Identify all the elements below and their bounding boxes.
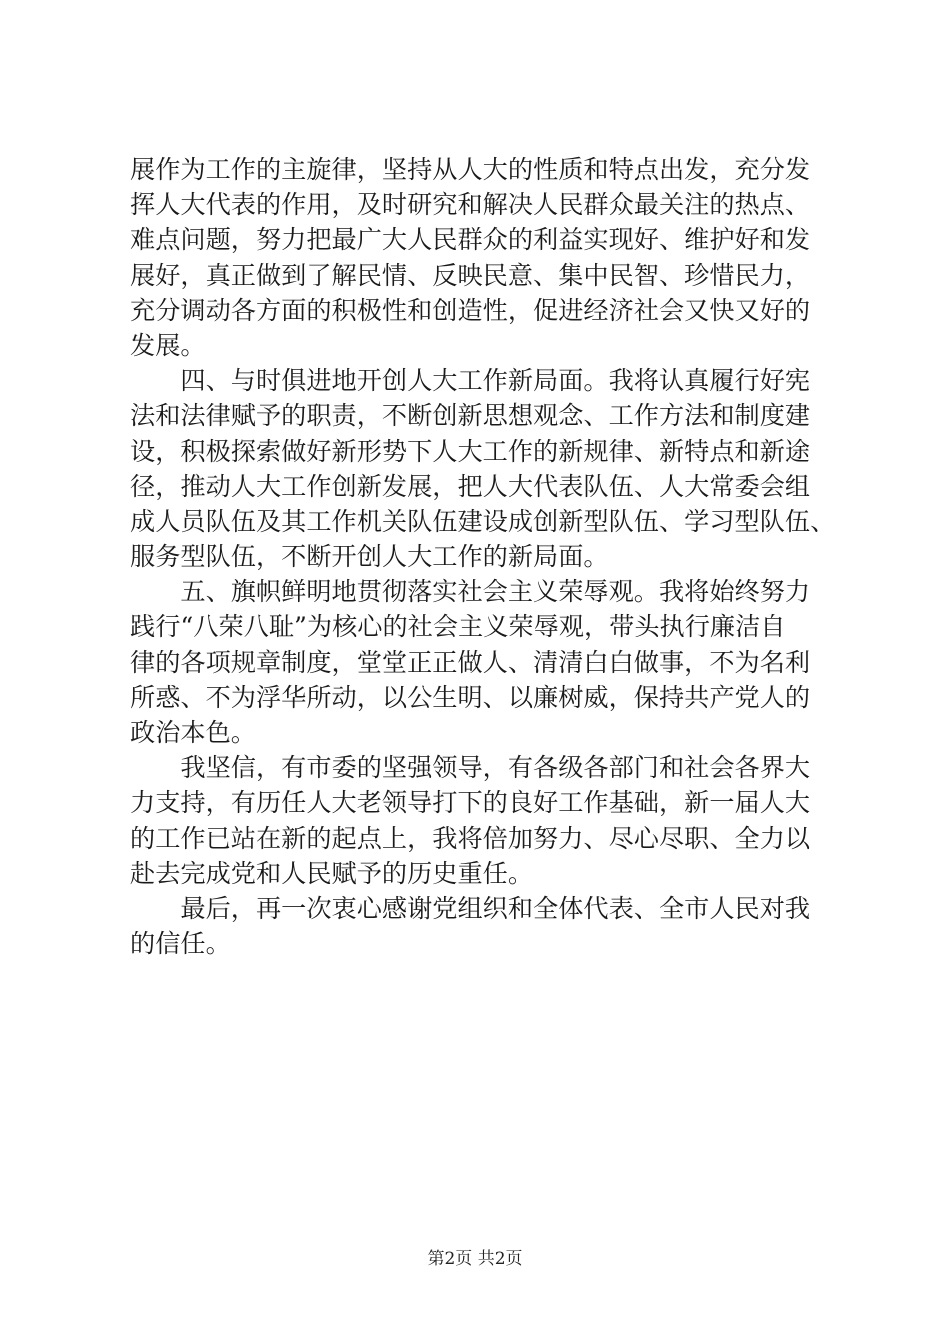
text-line: 我坚信，有市委的坚强领导，有各级各部门和社会各界大 — [130, 753, 811, 783]
text-line: 政治本色。 — [130, 718, 256, 747]
text-line: 径，推动人大工作创新发展，把人大代表队伍、人大常委会组 — [130, 471, 811, 501]
text-line: 充分调动各方面的积极性和创造性，促进经济社会又快又好的 — [130, 295, 811, 325]
text-line: 服务型队伍，不断开创人大工作的新局面。 — [130, 542, 609, 572]
text-line: 所惑、不为浮华所动，以公生明、以廉树威，保持共产党人的 — [130, 682, 811, 712]
text-line: 展作为工作的主旋律，坚持从人大的性质和特点出发，充分发 — [130, 155, 811, 184]
text-line: 挥人大代表的作用，及时研究和解决人民群众最关注的热点、 — [130, 190, 811, 220]
text-line: 力支持，有历任人大老领导打下的良好工作基础，新一届人大 — [130, 788, 811, 818]
text-line: 成人员队伍及其工作机关队伍建设成创新型队伍、学习型队伍、 — [130, 506, 836, 536]
text-line: 律的各项规章制度，堂堂正正做人、清清白白做事，不为名利 — [130, 647, 811, 677]
text-line: 设，积极探索做好新形势下人大工作的新规律、新特点和新途 — [130, 436, 811, 466]
document-body — [130, 152, 850, 961]
text-line: 发展。 — [130, 330, 206, 360]
text-line: 五、旗帜鲜明地贯彻落实社会主义荣辱观。我将始终努力 — [130, 577, 811, 607]
text-line: 展好，真正做到了解民情、反映民意、集中民智、珍惜民力， — [130, 260, 811, 290]
text-line: 难点问题，努力把最广大人民群众的利益实现好、维护好和发 — [130, 225, 811, 255]
page-footer: 第2页 共2页 — [427, 1249, 523, 1269]
text-line: 四、与时俱进地开创人大工作新局面。我将认真履行好宪 — [130, 366, 811, 396]
text-line: 最后，再一次衷心感谢党组织和全体代表、全市人民对我 — [130, 893, 811, 923]
text-line: 法和法律赋予的职责，不断创新思想观念、工作方法和制度建 — [130, 401, 811, 431]
text-line: 的工作已站在新的起点上，我将倍加努力、尽心尽职、全力以 — [130, 823, 811, 853]
text-line: 的信任。 — [130, 929, 231, 959]
text-line: 践行“八荣八耻”为核心的社会主义荣辱观，带头执行廉洁自 — [130, 612, 786, 642]
text-line: 赴去完成党和人民赋予的历史重任。 — [130, 858, 533, 888]
